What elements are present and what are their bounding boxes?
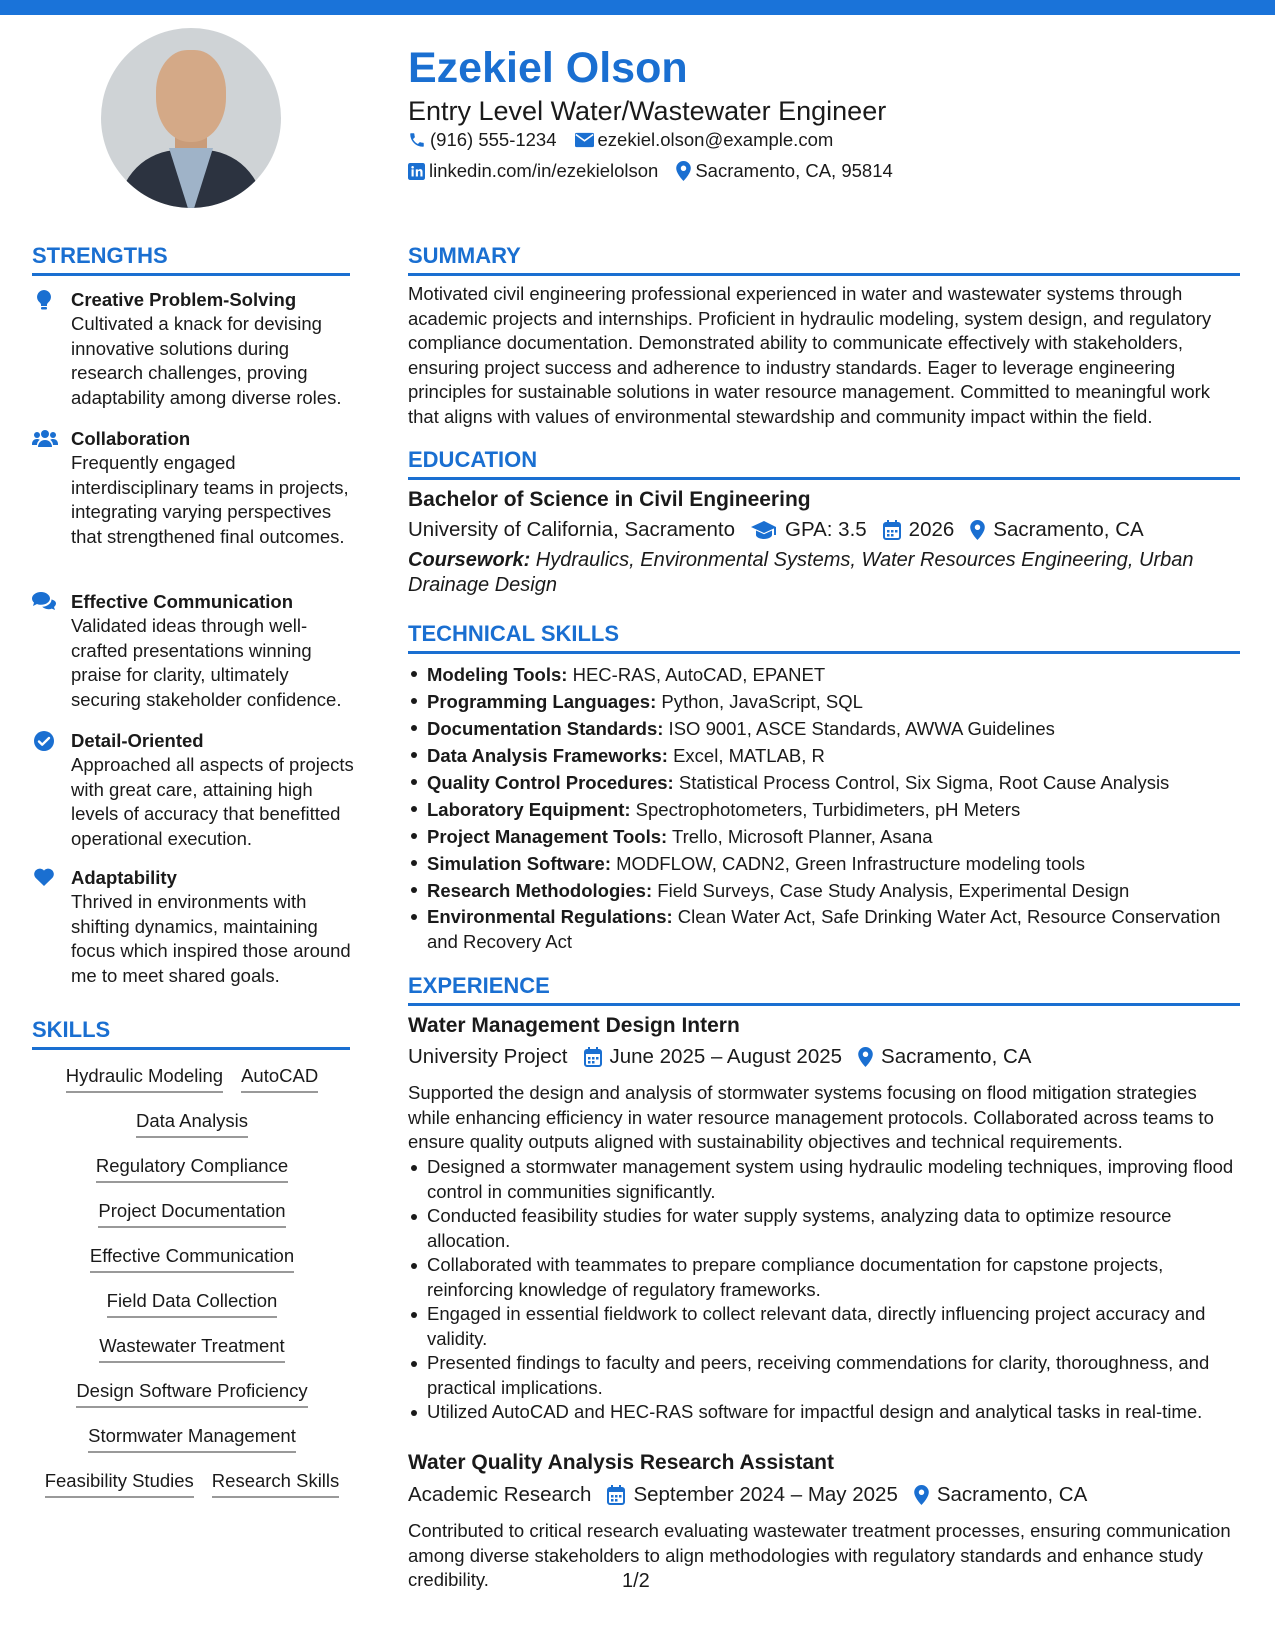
strength-description: Cultivated a knack for devising innovative solutions during research challenges, proving adaptability among diverse roles. xyxy=(71,313,342,408)
skills-heading: SKILLS xyxy=(32,1016,350,1050)
map-pin-icon xyxy=(676,161,691,181)
linkedin-link[interactable]: linkedin.com/in/ezekielolson xyxy=(429,160,659,181)
job-bullet: Designed a stormwater management system using hydraulic modeling techniques, improving flood control in communities significantly. xyxy=(408,1155,1238,1204)
job-organization: Academic Research xyxy=(408,1483,592,1506)
phone-icon xyxy=(408,131,426,149)
location-text: Sacramento, CA, 95814 xyxy=(695,160,893,181)
skill-tag: Research Skills xyxy=(212,1469,340,1498)
technical-skill-item: Quality Control Procedures: Statistical Process Control, Six Sigma, Root Cause Analysis xyxy=(408,769,1238,796)
map-pin-icon xyxy=(970,520,985,540)
skill-tag: Project Documentation xyxy=(98,1199,285,1228)
profile-photo xyxy=(101,28,281,208)
technical-skill-item: Research Methodologies: Field Surveys, Case Study Analysis, Experimental Design xyxy=(408,877,1238,904)
job-title: Entry Level Water/Wastewater Engineer xyxy=(408,96,887,126)
strength-description: Thrived in environments with shifting dynamics, maintaining focus which inspired those around me to meet shared goals. xyxy=(71,891,351,986)
comments-icon xyxy=(32,592,56,614)
gpa: GPA: 3.5 xyxy=(785,518,867,541)
technical-skill-item: Simulation Software: MODFLOW, CADN2, Green Infrastructure modeling tools xyxy=(408,850,1238,877)
summary-text: Motivated civil engineering professional experienced in water and wastewater systems through academic projects and internships. Proficient in hydraulic modeling, system design, and regulatory compliance documentation. Demonstrated ability to communicate effectively with stakeholders, ensuring project success and adherence to industry standards. Eager to leverage engineering principles for sustainable solutions in water resource management. Committed to meaningful work that aligns with values of environmental stewardship and community impact within the field. xyxy=(408,283,1212,427)
skill-tag: Effective Communication xyxy=(90,1244,294,1273)
job-dates: June 2025 – August 2025 xyxy=(609,1045,843,1068)
calendar-icon xyxy=(883,520,901,540)
technical-skill-item: Programming Languages: Python, JavaScript, SQL xyxy=(408,688,1238,715)
school-name: University of California, Sacramento xyxy=(408,518,735,541)
job-summary: Contributed to critical research evaluating wastewater treatment processes, ensuring communication among diverse stakeholders to align methodologies with regulatory standards and enhance study credibility. xyxy=(408,1520,1231,1590)
check-circle-icon xyxy=(32,731,56,753)
job-bullet: Utilized AutoCAD and HEC-RAS software for impactful design and analytical tasks in real-time. xyxy=(408,1400,1238,1425)
job-title: Water Quality Analysis Research Assistant xyxy=(408,1451,834,1474)
envelope-icon xyxy=(575,132,594,148)
education-meta xyxy=(408,516,1144,544)
coursework-label: Coursework: xyxy=(408,549,531,571)
job-meta xyxy=(408,1043,1031,1071)
technical-skill-item: Data Analysis Frameworks: Excel, MATLAB, R xyxy=(408,742,1238,769)
strength-title: Collaboration xyxy=(71,428,191,449)
degree-title: Bachelor of Science in Civil Engineering xyxy=(408,488,811,511)
technical-skill-item: Laboratory Equipment: Spectrophotometers, Turbidimeters, pH Meters xyxy=(408,796,1238,823)
job-dates: September 2024 – May 2025 xyxy=(633,1483,898,1506)
linkedin-icon xyxy=(408,163,425,180)
skill-tag: Data Analysis xyxy=(136,1109,248,1138)
calendar-icon xyxy=(584,1047,602,1067)
skill-tag: Field Data Collection xyxy=(107,1289,278,1318)
summary-heading: SUMMARY xyxy=(408,242,1240,276)
strength-title: Creative Problem-Solving xyxy=(71,289,297,310)
skill-tag: AutoCAD xyxy=(241,1064,318,1093)
skill-tag: Feasibility Studies xyxy=(45,1469,194,1498)
graduation-cap-icon xyxy=(751,521,777,539)
strength-description: Validated ideas through well-crafted presentations winning praise for clarity, ultimately securing stakeholder confidence. xyxy=(71,615,342,710)
lightbulb-icon xyxy=(32,290,56,312)
job-bullet: Engaged in essential fieldwork to collect relevant data, directly influencing project accuracy and validity. xyxy=(408,1302,1238,1351)
technical-skill-item: Project Management Tools: Trello, Microsoft Planner, Asana xyxy=(408,823,1238,850)
top-accent-bar xyxy=(0,0,1275,15)
strength-title: Detail-Oriented xyxy=(71,730,204,751)
technical-skills-list xyxy=(408,661,1238,954)
skill-tag: Hydraulic Modeling xyxy=(66,1064,223,1093)
technical-skill-item: Environmental Regulations: Clean Water Act, Safe Drinking Water Act, Resource Conservation and Recovery Act xyxy=(408,904,1238,954)
skill-tag: Wastewater Treatment xyxy=(99,1334,284,1363)
job-organization: University Project xyxy=(408,1045,568,1068)
job-location: Sacramento, CA xyxy=(936,1483,1088,1506)
skill-tag: Stormwater Management xyxy=(88,1424,296,1453)
job-title: Water Management Design Intern xyxy=(408,1014,740,1037)
heart-icon xyxy=(32,868,56,890)
strength-description: Approached all aspects of projects with great care, attaining high levels of accuracy that benefitted operational execution. xyxy=(71,754,354,849)
job-bullet: Collaborated with teammates to prepare compliance documentation for capstone projects, reinforcing knowledge of regulatory frameworks. xyxy=(408,1253,1238,1302)
strengths-heading: STRENGTHS xyxy=(32,242,350,276)
contact-row-2 xyxy=(408,159,893,183)
education-heading: EDUCATION xyxy=(408,446,1240,480)
job-bullets xyxy=(408,1155,1238,1425)
coursework-list: Hydraulics, Environmental Systems, Water Resources Engineering, Urban Drainage Design xyxy=(408,549,1194,596)
school-location: Sacramento, CA xyxy=(993,518,1144,541)
job-location: Sacramento, CA xyxy=(881,1045,1032,1068)
map-pin-icon xyxy=(858,1047,873,1067)
skill-tag: Regulatory Compliance xyxy=(96,1154,288,1183)
skill-tag: Design Software Proficiency xyxy=(76,1379,307,1408)
map-pin-icon xyxy=(914,1485,929,1505)
job-meta xyxy=(408,1481,1087,1509)
job-bullet: Presented findings to faculty and peers, receiving commendations for clarity, thoroughness, and practical implications. xyxy=(408,1351,1238,1400)
graduation-year: 2026 xyxy=(908,518,955,541)
email-link[interactable]: ezekiel.olson@example.com xyxy=(597,129,834,150)
technical-skills-heading: TECHNICAL SKILLS xyxy=(408,620,1240,654)
job-summary: Supported the design and analysis of stormwater systems focusing on flood mitigation strategies while enhancing efficiency in water resource management protocols. Collaborated across teams to ensure quality outputs aligned with sustainability objectives and technical requirements. xyxy=(408,1082,1214,1152)
calendar-icon xyxy=(607,1485,625,1505)
users-icon xyxy=(32,429,56,451)
contact-row-1 xyxy=(408,128,833,152)
technical-skill-item: Modeling Tools: HEC-RAS, AutoCAD, EPANET xyxy=(408,661,1238,688)
phone-number[interactable]: (916) 555-1234 xyxy=(430,129,557,150)
strength-description: Frequently engaged interdisciplinary teams in projects, integrating varying perspectives that strengthened final outcomes. xyxy=(71,452,349,547)
page-number: 1/2 xyxy=(622,1570,650,1592)
strength-title: Adaptability xyxy=(71,867,177,888)
candidate-name: Ezekiel Olson xyxy=(408,44,688,92)
coursework xyxy=(408,548,1218,598)
technical-skill-item: Documentation Standards: ISO 9001, ASCE Standards, AWWA Guidelines xyxy=(408,715,1238,742)
experience-heading: EXPERIENCE xyxy=(408,972,1240,1006)
strength-title: Effective Communication xyxy=(71,591,294,612)
job-bullet: Conducted feasibility studies for water supply systems, analyzing data to optimize resource allocation. xyxy=(408,1204,1238,1253)
